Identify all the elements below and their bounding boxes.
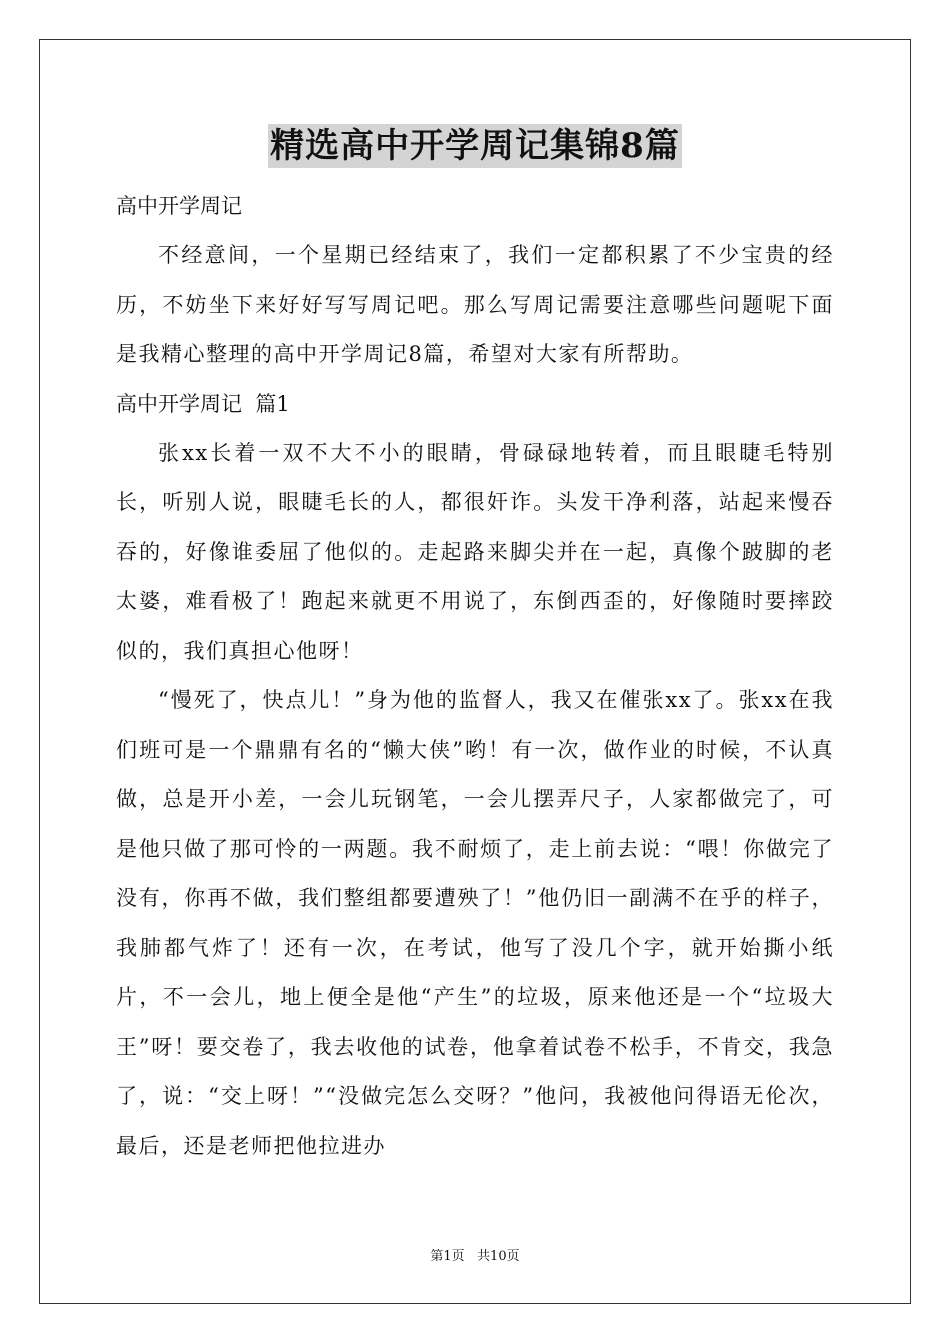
document-subtitle: 高中开学周记 [116,194,242,218]
body-paragraph-1: 张xx长着一双不大不小的眼睛，骨碌碌地转着，而且眼睫毛特别长，听别人说，眼睫毛长的人，都很奸诈。头发干净利落，站起来慢吞吞的，好像谁委屈了他似的。走起路来脚尖并在一起，真像个跛脚的老太婆，难看极了！跑起来就更不用说了，东倒西歪的，好像随时要摔跤似的，我们真担心他呀！ [116,440,834,663]
intro-paragraph: 不经意间，一个星期已经结束了，我们一定都积累了不少宝贵的经历，不妨坐下来好好写写周记吧。那么写周记需要注意哪些问题呢下面是我精心整理的高中开学周记8篇，希望对大家有所帮助。 [116,243,834,366]
document-body [116,124,834,1171]
section-heading: 高中开学周记 篇1 [116,391,290,416]
document-title: 精选高中开学周记集锦8篇 [270,126,680,166]
body-paragraph-2: “慢死了，快点儿！”身为他的监督人，我又在催张xx了。张xx在我们班可是一个鼎鼎有名的“懒大侠”哟！有一次，做作业的时候，不认真做，总是开小差，一会儿玩钢笔，一会儿摆弄尺子，人家都做完了，可是他只做了那可怜的一两题。我不耐烦了，走上前去说：“喂！你做完了没有，你再不做，我们整组都要遭殃了！”他仍旧一副满不在乎的样子，我肺都气炸了！还有一次，在考试，他写了没几个字，就开始撕小纸片，不一会儿，地上便全是他“产生”的垃圾，原来他还是一个“垃圾大王”呀！要交卷了，我去收他的试卷，他拿着试卷不松手，不肯交，我急了，说：“交上呀！”“没做完怎么交呀？”他问，我被他问得语无伦次，最后，还是老师把他拉进办 [116,688,834,1158]
page-footer: 第1页 共10页 [430,1249,520,1264]
title-wrap [116,124,834,168]
